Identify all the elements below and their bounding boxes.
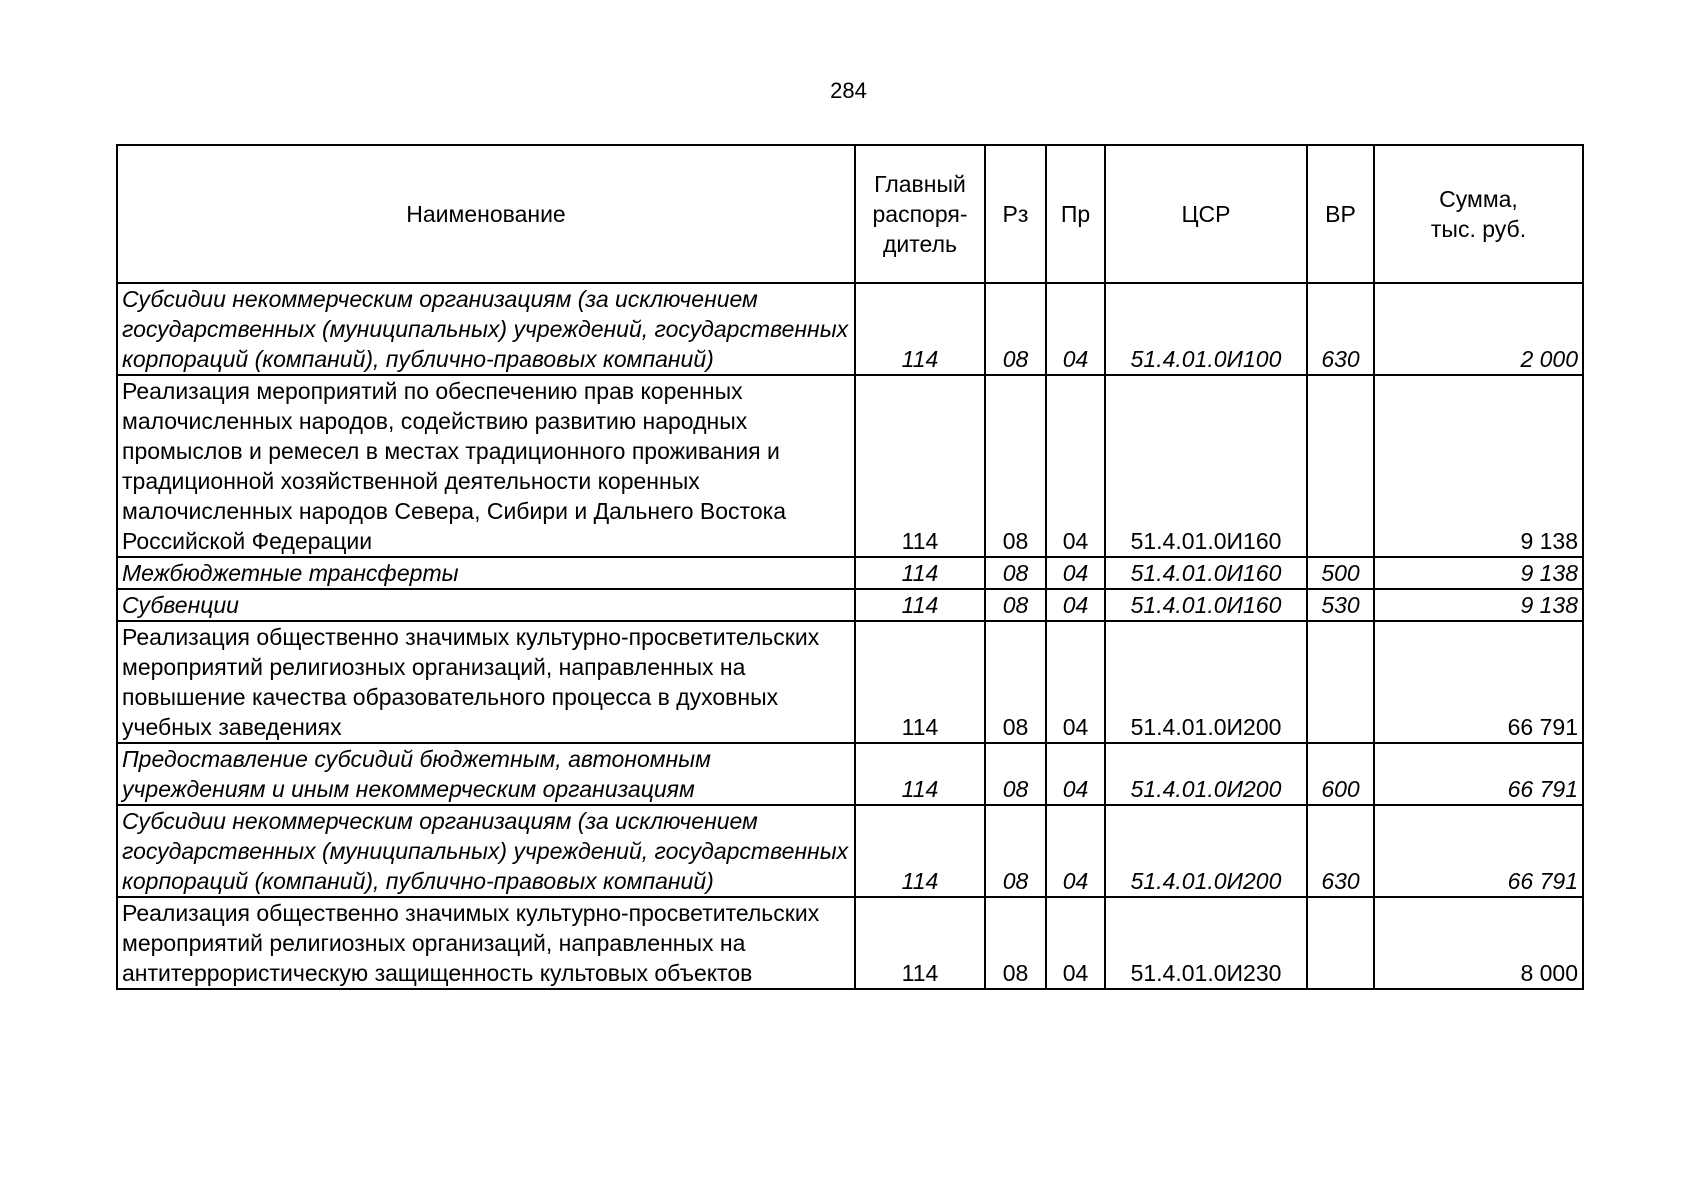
cell-sum: 8 000 [1374,897,1583,989]
cell-vr [1307,621,1374,743]
cell-main-manager: 114 [855,743,985,805]
cell-rz: 08 [985,621,1046,743]
cell-pr: 04 [1046,897,1105,989]
cell-rz: 08 [985,805,1046,897]
cell-vr: 630 [1307,283,1374,375]
cell-sum: 66 791 [1374,805,1583,897]
header-main-manager-line1: Главный [874,171,966,197]
cell-sum: 66 791 [1374,743,1583,805]
cell-csr: 51.4.01.0И230 [1105,897,1307,989]
cell-rz: 08 [985,743,1046,805]
header-sum-line2: тыс. руб. [1430,216,1527,242]
cell-rz: 08 [985,375,1046,557]
header-vr: ВР [1307,145,1374,283]
cell-pr: 04 [1046,805,1105,897]
cell-sum: 66 791 [1374,621,1583,743]
table-row [117,557,1583,589]
cell-csr: 51.4.01.0И200 [1105,805,1307,897]
cell-name: Реализация общественно значимых культурно-просветительских мероприятий религиозных организаций, направленных на антитеррористическую защищенность культовых объектов [117,897,855,989]
table-row [117,283,1583,375]
cell-rz: 08 [985,557,1046,589]
cell-name: Субсидии некоммерческим организациям (за исключением государственных (муниципальных) учреждений, государственных корпораций (компаний), публично-правовых компаний) [117,805,855,897]
cell-main-manager: 114 [855,805,985,897]
cell-csr: 51.4.01.0И160 [1105,375,1307,557]
cell-name: Межбюджетные трансферты [117,557,855,589]
cell-vr [1307,375,1374,557]
cell-name: Реализация общественно значимых культурно-просветительских мероприятий религиозных организаций, направленных на повышение качества образовательного процесса в духовных учебных заведениях [117,621,855,743]
cell-main-manager: 114 [855,589,985,621]
cell-vr: 530 [1307,589,1374,621]
table-row [117,805,1583,897]
header-main-manager-line3: дитель [883,231,957,257]
cell-name: Субвенции [117,589,855,621]
cell-pr: 04 [1046,283,1105,375]
page-number: 284 [830,78,867,103]
cell-pr: 04 [1046,557,1105,589]
cell-rz: 08 [985,589,1046,621]
cell-main-manager: 114 [855,557,985,589]
cell-pr: 04 [1046,375,1105,557]
header-rz: Рз [985,145,1046,283]
cell-vr: 500 [1307,557,1374,589]
cell-vr: 630 [1307,805,1374,897]
table-row [117,621,1583,743]
budget-table [116,144,1584,990]
cell-name: Предоставление субсидий бюджетным, автономным учреждениям и иным некоммерческим организациям [117,743,855,805]
cell-main-manager: 114 [855,375,985,557]
header-sum [1374,145,1583,283]
cell-pr: 04 [1046,743,1105,805]
cell-rz: 08 [985,283,1046,375]
cell-sum: 2 000 [1374,283,1583,375]
cell-vr [1307,897,1374,989]
cell-main-manager: 114 [855,621,985,743]
header-main-manager-line2: распоря- [872,201,968,227]
cell-name: Субсидии некоммерческим организациям (за исключением государственных (муниципальных) учреждений, государственных корпораций (компаний), публично-правовых компаний) [117,283,855,375]
cell-sum: 9 138 [1374,557,1583,589]
cell-csr: 51.4.01.0И160 [1105,557,1307,589]
header-pr: Пр [1046,145,1105,283]
cell-name: Реализация мероприятий по обеспечению прав коренных малочисленных народов, содействию развитию народных промыслов и ремесел в местах традиционного проживания и традиционной хозяйственной деятельности коренных малочисленных народов Севера, Сибири и Дальнего Востока Российской Федерации [117,375,855,557]
cell-main-manager: 114 [855,283,985,375]
cell-main-manager: 114 [855,897,985,989]
header-sum-line1: Сумма, [1439,186,1518,212]
cell-csr: 51.4.01.0И200 [1105,743,1307,805]
cell-vr: 600 [1307,743,1374,805]
table-body [117,283,1583,989]
cell-csr: 51.4.01.0И100 [1105,283,1307,375]
table-row [117,743,1583,805]
cell-rz: 08 [985,897,1046,989]
cell-csr: 51.4.01.0И200 [1105,621,1307,743]
header-csr: ЦСР [1105,145,1307,283]
cell-csr: 51.4.01.0И160 [1105,589,1307,621]
header-name: Наименование [117,145,855,283]
table-header-row [117,145,1583,283]
header-main-manager [855,145,985,283]
table-row [117,589,1583,621]
table-row [117,897,1583,989]
table-row [117,375,1583,557]
cell-sum: 9 138 [1374,589,1583,621]
cell-sum: 9 138 [1374,375,1583,557]
cell-pr: 04 [1046,621,1105,743]
cell-pr: 04 [1046,589,1105,621]
